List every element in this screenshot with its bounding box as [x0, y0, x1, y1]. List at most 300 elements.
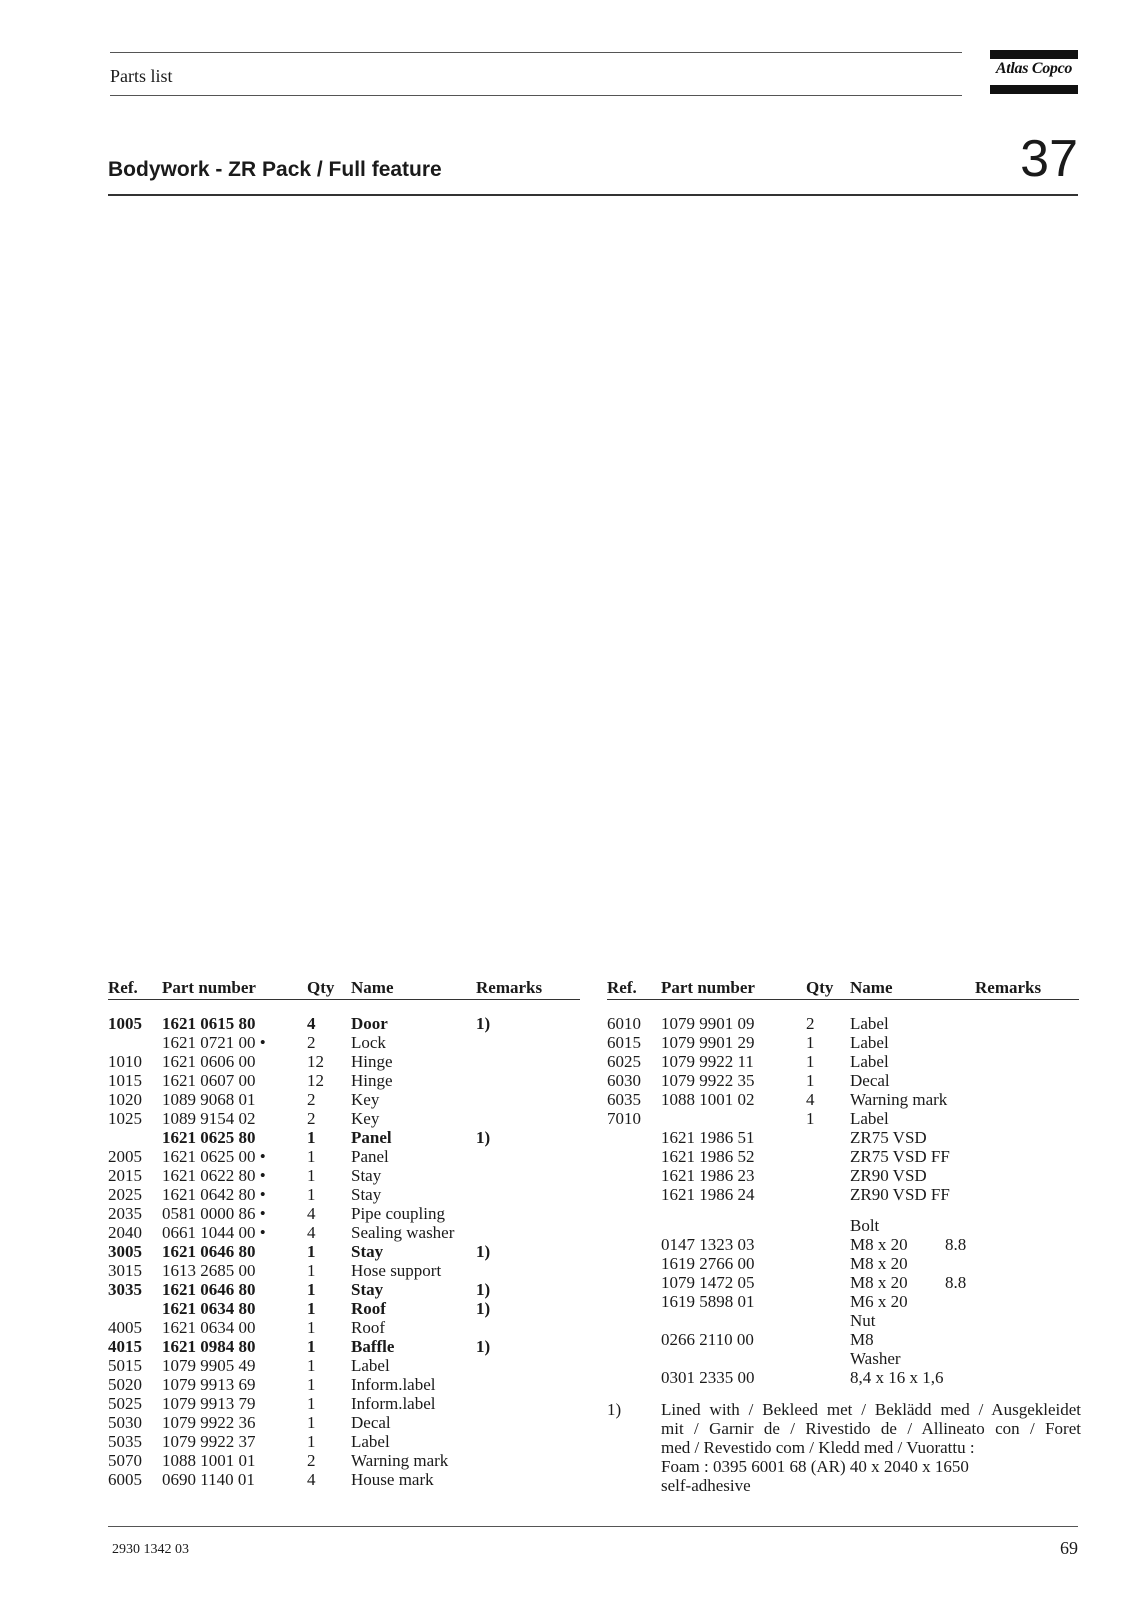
- cell-name: M8: [850, 1330, 874, 1349]
- header-name: Name: [850, 978, 893, 997]
- cell-name: Decal: [850, 1071, 890, 1090]
- cell-name: Warning mark: [850, 1090, 948, 1109]
- cell-name: Baffle: [351, 1337, 395, 1356]
- cell-qty: 1: [307, 1432, 316, 1451]
- header-top-rule: [110, 52, 962, 53]
- cell-part-number: 1079 9922 37: [162, 1432, 256, 1451]
- cell-name: Inform.label: [351, 1394, 436, 1413]
- cell-name: Stay: [351, 1166, 382, 1185]
- cell-remarks: [476, 1261, 580, 1280]
- logo-bottom-bar: [990, 85, 1078, 94]
- table-row: [607, 1109, 1079, 1128]
- cell-part-number: [661, 1311, 806, 1330]
- cell-ref: 1015: [108, 1071, 142, 1090]
- cell-part-number: 1619 5898 01: [661, 1292, 755, 1311]
- cell-ref: [108, 1299, 162, 1318]
- cell-ref: 6030: [607, 1071, 641, 1090]
- table-row: [108, 1337, 580, 1356]
- cell-part-number: 1621 0646 80: [162, 1280, 256, 1299]
- cell-remarks: [476, 1185, 580, 1204]
- atlas-copco-logo: [990, 50, 1078, 94]
- header-qty: Qty: [806, 978, 834, 997]
- title-rule: [108, 194, 1078, 196]
- cell-name: Hose support: [351, 1261, 442, 1280]
- cell-part-number: 1621 1986 24: [661, 1185, 755, 1204]
- table-row: [108, 1432, 580, 1451]
- cell-name: ZR90 VSD: [850, 1166, 927, 1185]
- cell-remarks: [975, 1330, 1079, 1349]
- cell-name: Panel: [351, 1128, 392, 1147]
- cell-ref: [108, 1033, 162, 1052]
- cell-qty: 1: [307, 1356, 316, 1375]
- cell-ref: 2005: [108, 1147, 142, 1166]
- cell-part-number: 1621 0634 00: [162, 1318, 256, 1337]
- page-title: Bodywork - ZR Pack / Full feature: [108, 158, 442, 181]
- cell-remarks: [975, 1128, 1079, 1147]
- footnote-body: [661, 1400, 1081, 1495]
- cell-name: Hinge: [351, 1052, 393, 1071]
- cell-remarks: 1): [476, 1280, 491, 1299]
- cell-part-number: 1088 1001 01: [162, 1451, 256, 1470]
- cell-name: House mark: [351, 1470, 434, 1489]
- cell-part-number: 1079 9901 09: [661, 1014, 755, 1033]
- cell-part-number: 1089 9068 01: [162, 1090, 256, 1109]
- cell-qty: 1: [806, 1109, 815, 1128]
- cell-ref: [607, 1349, 661, 1368]
- cell-ref: [108, 1128, 162, 1147]
- footnote: [607, 1400, 1081, 1495]
- cell-name: Warning mark: [351, 1451, 449, 1470]
- cell-qty: 2: [307, 1090, 316, 1109]
- cell-name: Nut: [850, 1311, 876, 1330]
- cell-ref: 5025: [108, 1394, 142, 1413]
- cell-ref: 5035: [108, 1432, 142, 1451]
- cell-qty: 12: [307, 1052, 324, 1071]
- cell-qty: 2: [806, 1014, 815, 1033]
- cell-qty: 1: [307, 1261, 316, 1280]
- header-bottom-rule: [110, 95, 962, 96]
- cell-name: Label: [850, 1033, 889, 1052]
- logo-text: Atlas Copco: [995, 60, 1073, 77]
- table-row: [108, 1394, 580, 1413]
- table-row: [108, 1299, 580, 1318]
- cell-remarks: [476, 1090, 580, 1109]
- header-ref: Ref.: [108, 978, 138, 997]
- cell-part-number: 0581 0000 86 •: [162, 1204, 266, 1223]
- cell-name: Decal: [351, 1413, 391, 1432]
- cell-qty: 4: [307, 1014, 316, 1033]
- table-row: [607, 1292, 1079, 1311]
- cell-remarks: [476, 1052, 580, 1071]
- cell-qty: [806, 1292, 850, 1311]
- table-row: [108, 1109, 580, 1128]
- cell-qty: 1: [307, 1375, 316, 1394]
- cell-qty: [806, 1254, 850, 1273]
- cell-remarks: [975, 1071, 1079, 1090]
- table-row: [607, 1128, 1079, 1147]
- cell-part-number: 1613 2685 00: [162, 1261, 256, 1280]
- cell-ref: 2040: [108, 1223, 142, 1242]
- header-part-number: Part number: [661, 978, 755, 997]
- cell-part-number: 1621 0607 00: [162, 1071, 256, 1090]
- cell-part-number: 1621 1986 23: [661, 1166, 755, 1185]
- cell-name: Key: [351, 1109, 380, 1128]
- cell-remarks: [476, 1356, 580, 1375]
- cell-name: Roof: [351, 1299, 386, 1318]
- cell-part-number: 1079 9922 36: [162, 1413, 256, 1432]
- cell-remarks: [476, 1109, 580, 1128]
- cell-ref: [607, 1147, 661, 1166]
- cell-remarks: 1): [476, 1014, 491, 1033]
- header-ref: Ref.: [607, 978, 637, 997]
- cell-part-number: 1089 9154 02: [162, 1109, 256, 1128]
- cell-part-number: 1621 0642 80 •: [162, 1185, 266, 1204]
- table-row: [108, 1451, 580, 1470]
- cell-ref: [607, 1292, 661, 1311]
- cell-remarks: 1): [476, 1299, 491, 1318]
- cell-remarks: [476, 1451, 580, 1470]
- parts-table-left: [108, 975, 580, 1489]
- cell-ref: 4015: [108, 1337, 142, 1356]
- cell-remarks: [975, 1014, 1079, 1033]
- cell-ref: 5020: [108, 1375, 142, 1394]
- cell-ref: [607, 1330, 661, 1349]
- cell-qty: 1: [307, 1318, 316, 1337]
- cell-ref: 3035: [108, 1280, 142, 1299]
- table-row: [108, 1223, 580, 1242]
- cell-part-number: 1621 0721 00 •: [162, 1033, 266, 1052]
- table-row: [108, 1128, 580, 1147]
- table-row: [607, 1349, 1079, 1368]
- cell-ref: 6035: [607, 1090, 641, 1109]
- cell-qty: 1: [307, 1413, 316, 1432]
- cell-ref: 6005: [108, 1470, 142, 1489]
- cell-name: Key: [351, 1090, 380, 1109]
- cell-ref: 4005: [108, 1318, 142, 1337]
- cell-name-text: M8 x 20: [850, 1273, 908, 1292]
- cell-qty: 1: [307, 1299, 316, 1318]
- footnote-line: Foam : 0395 6001 68 (AR) 40 x 2040 x 1650: [661, 1457, 969, 1476]
- cell-name: Bolt: [850, 1216, 880, 1235]
- logo-top-bar: [990, 50, 1078, 59]
- cell-qty: 1: [806, 1052, 815, 1071]
- cell-remarks: [476, 1147, 580, 1166]
- table-row: [607, 1147, 1079, 1166]
- cell-name: Label: [850, 1109, 889, 1128]
- cell-qty: 4: [806, 1090, 815, 1109]
- cell-name: Label: [351, 1356, 390, 1375]
- cell-part-number: 1621 0606 00: [162, 1052, 256, 1071]
- table-row: [607, 1185, 1079, 1204]
- cell-name: Stay: [351, 1280, 384, 1299]
- cell-name: Label: [850, 1052, 889, 1071]
- cell-part-number: 1621 0634 80: [162, 1299, 256, 1318]
- cell-name: Inform.label: [351, 1375, 436, 1394]
- cell-name: ZR90 VSD FF: [850, 1185, 950, 1204]
- cell-ref: [607, 1235, 661, 1254]
- cell-name: Door: [351, 1014, 388, 1033]
- table-row: [108, 1147, 580, 1166]
- cell-grade: 8.8: [945, 1273, 967, 1292]
- cell-ref: [607, 1273, 661, 1292]
- cell-remarks: [975, 1254, 1079, 1273]
- cell-remarks: [476, 1033, 580, 1052]
- table-row: [108, 1014, 580, 1033]
- table-header: [607, 975, 1079, 1000]
- cell-qty: 4: [307, 1470, 316, 1489]
- footnote-mark: 1): [607, 1400, 622, 1419]
- cell-ref: 5030: [108, 1413, 142, 1432]
- cell-qty: [806, 1235, 850, 1254]
- cell-remarks: [975, 1349, 1079, 1368]
- cell-qty: [806, 1128, 850, 1147]
- header-qty: Qty: [307, 978, 335, 997]
- header-remarks: Remarks: [975, 978, 1042, 997]
- cell-qty: 1: [307, 1280, 316, 1299]
- cell-qty: [806, 1166, 850, 1185]
- cell-qty: [806, 1349, 850, 1368]
- cell-remarks: [975, 1273, 1079, 1292]
- cell-remarks: [476, 1204, 580, 1223]
- table-row: [108, 1242, 580, 1261]
- page-number: 69: [1060, 1538, 1078, 1558]
- cell-qty: [806, 1147, 850, 1166]
- table-row: [108, 1185, 580, 1204]
- cell-part-number: 1621 0625 00 •: [162, 1147, 266, 1166]
- cell-remarks: [476, 1318, 580, 1337]
- cell-remarks: [975, 1185, 1079, 1204]
- cell-qty: 4: [307, 1223, 316, 1242]
- cell-part-number: 1079 9901 29: [661, 1033, 755, 1052]
- cell-name: Label: [351, 1432, 390, 1451]
- table-row: [607, 1273, 1079, 1292]
- cell-qty: 1: [307, 1128, 316, 1147]
- cell-qty: [806, 1311, 850, 1330]
- cell-name: Pipe coupling: [351, 1204, 445, 1223]
- cell-qty: 1: [307, 1242, 316, 1261]
- table-row: [108, 1413, 580, 1432]
- cell-qty: 1: [307, 1337, 316, 1356]
- table-row: [607, 1090, 1079, 1109]
- cell-ref: 6025: [607, 1052, 641, 1071]
- cell-remarks: [975, 1292, 1079, 1311]
- cell-qty: [806, 1330, 850, 1349]
- table-row: [108, 1318, 580, 1337]
- table-row: [108, 1470, 580, 1489]
- cell-qty: [806, 1368, 850, 1387]
- cell-qty: 1: [307, 1147, 316, 1166]
- table-row: [108, 1375, 580, 1394]
- cell-name: Washer: [850, 1349, 901, 1368]
- table-row: [108, 1166, 580, 1185]
- illustration-area: [108, 200, 1078, 960]
- cell-part-number: 1079 9913 79: [162, 1394, 256, 1413]
- table-row: [607, 1033, 1079, 1052]
- cell-qty: 2: [307, 1109, 316, 1128]
- table-body-left: [108, 1014, 580, 1489]
- table-row: [108, 1033, 580, 1052]
- cell-name: [850, 1235, 975, 1254]
- cell-part-number: 1079 9922 35: [661, 1071, 755, 1090]
- cell-part-number: 1079 9905 49: [162, 1356, 256, 1375]
- table-row: [108, 1071, 580, 1090]
- cell-ref: [607, 1185, 661, 1204]
- cell-remarks: [975, 1033, 1079, 1052]
- cell-qty: [806, 1185, 850, 1204]
- cell-remarks: [975, 1147, 1079, 1166]
- cell-remarks: [476, 1413, 580, 1432]
- table-row: [607, 1330, 1079, 1349]
- cell-ref: 3005: [108, 1242, 142, 1261]
- cell-name: Stay: [351, 1185, 382, 1204]
- footnote-line: mit / Garnir de / Rivestido de / Allineato con / Foret: [661, 1419, 1081, 1438]
- cell-part-number: 1619 2766 00: [661, 1254, 755, 1273]
- table-row: [607, 1368, 1079, 1387]
- cell-ref: 1010: [108, 1052, 142, 1071]
- cell-ref: [607, 1311, 661, 1330]
- cell-qty: 2: [307, 1033, 316, 1052]
- table-row: [108, 1052, 580, 1071]
- footnote-line: Lined with / Bekleed met / Beklädd med / Ausgekleidet: [661, 1400, 1081, 1419]
- table-row: [607, 1204, 1079, 1235]
- cell-part-number: 0661 1044 00 •: [162, 1223, 266, 1242]
- cell-remarks: [476, 1375, 580, 1394]
- cell-ref: 3015: [108, 1261, 142, 1280]
- cell-part-number: 1621 1986 51: [661, 1128, 755, 1147]
- cell-remarks: [476, 1470, 580, 1489]
- cell-ref: 2035: [108, 1204, 142, 1223]
- cell-name: ZR75 VSD: [850, 1128, 927, 1147]
- cell-ref: 5070: [108, 1451, 142, 1470]
- cell-part-number: 1079 9913 69: [162, 1375, 256, 1394]
- cell-qty: 1: [307, 1166, 316, 1185]
- cell-remarks: [975, 1368, 1079, 1387]
- cell-qty: [806, 1273, 850, 1292]
- cell-name: Label: [850, 1014, 889, 1033]
- cell-part-number: 1079 9922 11: [661, 1052, 754, 1071]
- cell-grade: 8.8: [945, 1235, 967, 1254]
- table-header: [108, 975, 580, 1000]
- cell-part-number: 1621 0622 80 •: [162, 1166, 266, 1185]
- cell-remarks: [975, 1235, 1079, 1254]
- cell-name: Hinge: [351, 1071, 393, 1090]
- cell-part-number: 1621 0646 80: [162, 1242, 256, 1261]
- cell-ref: [607, 1166, 661, 1185]
- cell-qty: 2: [307, 1451, 316, 1470]
- cell-part-number: 0690 1140 01: [162, 1470, 255, 1489]
- cell-qty: 1: [806, 1033, 815, 1052]
- footnote-line: med / Revestido com / Kledd med / Vuorattu :: [661, 1438, 975, 1457]
- cell-part-number: [661, 1349, 806, 1368]
- cell-part-number: 1088 1001 02: [661, 1090, 755, 1109]
- cell-remarks: [476, 1166, 580, 1185]
- cell-remarks: 1): [476, 1337, 491, 1356]
- cell-part-number: 1621 1986 52: [661, 1147, 755, 1166]
- cell-name: Roof: [351, 1318, 385, 1337]
- cell-part-number: [661, 1109, 806, 1128]
- cell-name: Panel: [351, 1147, 389, 1166]
- cell-ref: [607, 1128, 661, 1147]
- cell-name: M6 x 20: [850, 1292, 908, 1311]
- cell-name: [850, 1273, 975, 1292]
- table-row: [607, 1254, 1079, 1273]
- section-label: Parts list: [110, 66, 173, 86]
- cell-name: M8 x 20: [850, 1254, 908, 1273]
- table-row: [607, 1071, 1079, 1090]
- cell-ref: 1020: [108, 1090, 142, 1109]
- cell-ref: 6015: [607, 1033, 641, 1052]
- cell-remarks: [476, 1071, 580, 1090]
- cell-remarks: [975, 1166, 1079, 1185]
- cell-part-number: 0301 2335 00: [661, 1368, 755, 1387]
- cell-part-number: 1621 0625 80: [162, 1128, 256, 1147]
- cell-remarks: [476, 1223, 580, 1242]
- cell-qty: 1: [806, 1071, 815, 1090]
- cell-name-text: M8 x 20: [850, 1235, 908, 1254]
- cell-qty: 1: [307, 1394, 316, 1413]
- cell-ref: 7010: [607, 1109, 641, 1128]
- cell-ref: 2015: [108, 1166, 142, 1185]
- cell-ref: [607, 1368, 661, 1387]
- cell-ref: 2025: [108, 1185, 142, 1204]
- document-number: 2930 1342 03: [112, 1542, 189, 1557]
- footnote-line: self-adhesive: [661, 1476, 751, 1495]
- section-number: 37: [1020, 130, 1078, 188]
- header-remarks: Remarks: [476, 978, 543, 997]
- cell-ref: 1005: [108, 1014, 142, 1033]
- cell-name: Lock: [351, 1033, 386, 1052]
- table-body-right: [607, 1014, 1079, 1387]
- cell-remarks: 1): [476, 1128, 491, 1147]
- cell-name: 8,4 x 16 x 1,6: [850, 1368, 944, 1387]
- cell-ref: 1025: [108, 1109, 142, 1128]
- cell-remarks: [975, 1311, 1079, 1330]
- header-name: Name: [351, 978, 394, 997]
- cell-qty: 1: [307, 1185, 316, 1204]
- cell-part-number: 1621 0615 80: [162, 1014, 256, 1033]
- table-row: [607, 1311, 1079, 1330]
- table-row: [108, 1280, 580, 1299]
- cell-ref: 5015: [108, 1356, 142, 1375]
- cell-part-number: 1079 1472 05: [661, 1273, 755, 1292]
- cell-part-number: 1621 0984 80: [162, 1337, 256, 1356]
- table-row: [108, 1204, 580, 1223]
- cell-name: Sealing washer: [351, 1223, 455, 1242]
- parts-table-right: [607, 975, 1079, 1387]
- cell-qty: 4: [307, 1204, 316, 1223]
- cell-remarks: [975, 1109, 1079, 1128]
- table-row: [607, 1235, 1079, 1254]
- cell-part-number: 0266 2110 00: [661, 1330, 754, 1349]
- cell-remarks: [975, 1090, 1079, 1109]
- footer-rule: [108, 1526, 1078, 1527]
- table-row: [607, 1052, 1079, 1071]
- cell-remarks: [476, 1394, 580, 1413]
- header-part-number: Part number: [162, 978, 256, 997]
- cell-ref: 6010: [607, 1014, 641, 1033]
- cell-ref: [607, 1254, 661, 1273]
- table-row: [607, 1014, 1079, 1033]
- cell-remarks: [476, 1432, 580, 1451]
- table-row: [108, 1261, 580, 1280]
- table-row: [108, 1356, 580, 1375]
- cell-part-number: 0147 1323 03: [661, 1235, 755, 1254]
- cell-name: ZR75 VSD FF: [850, 1147, 950, 1166]
- table-row: [108, 1090, 580, 1109]
- cell-name: Stay: [351, 1242, 384, 1261]
- cell-remarks: [975, 1052, 1079, 1071]
- cell-qty: 12: [307, 1071, 324, 1090]
